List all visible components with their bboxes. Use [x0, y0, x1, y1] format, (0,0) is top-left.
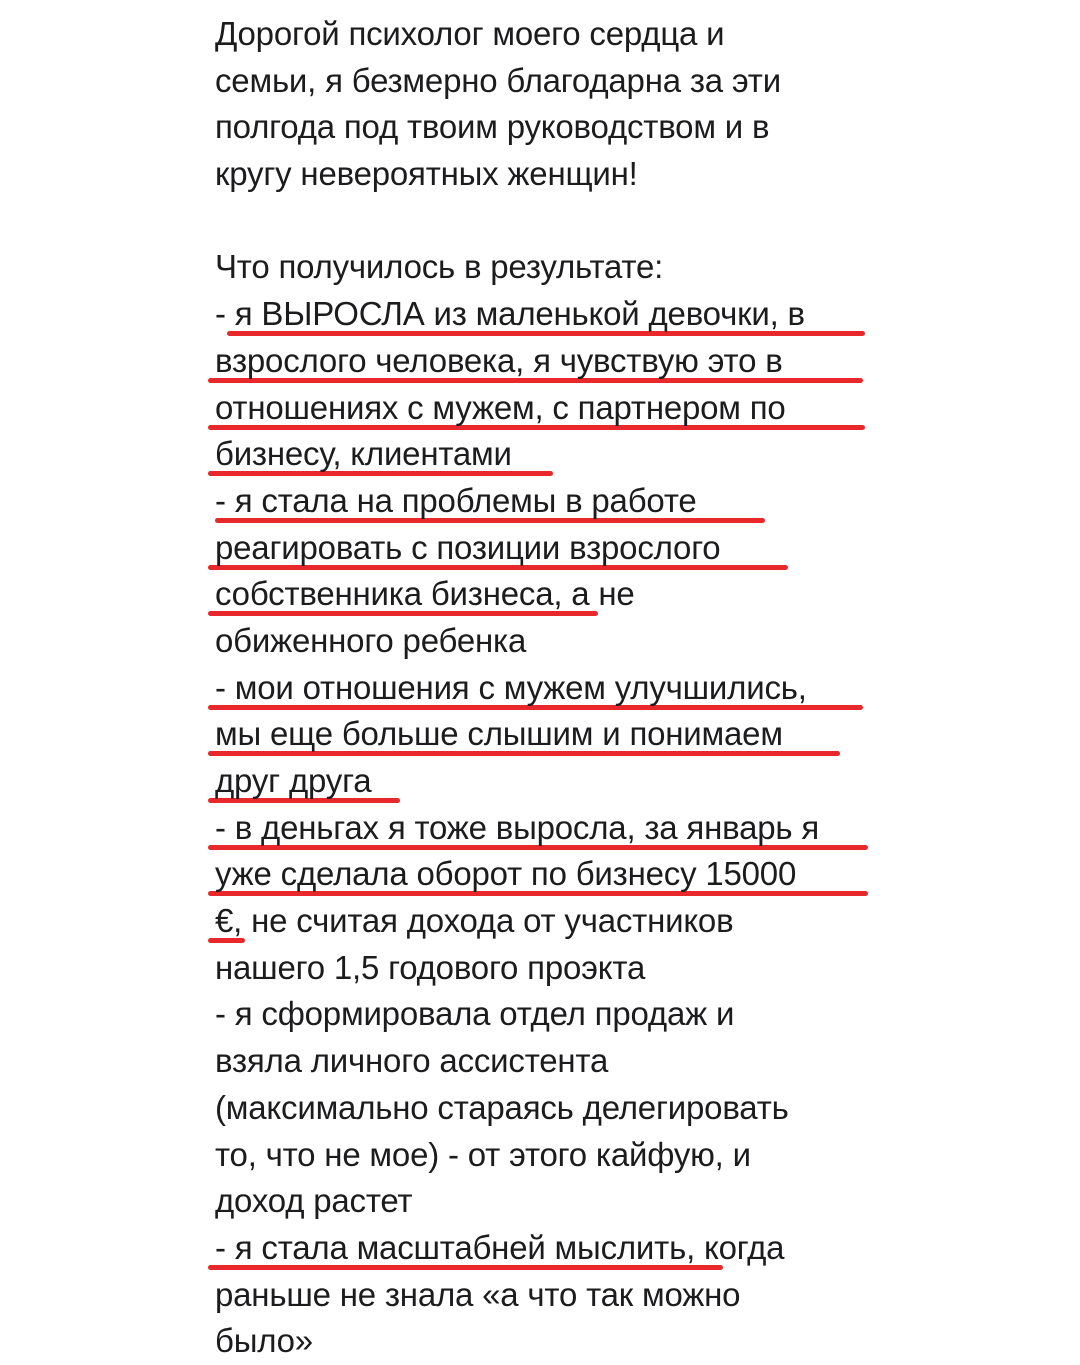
text-line: [215, 11, 875, 58]
red-underline: [208, 891, 868, 896]
text-line-highlighted: [215, 758, 875, 805]
text-line: [215, 244, 875, 291]
text-line-content: - я стала на проблемы в работе: [215, 481, 697, 519]
text-line-content: Дорогой психолог моего сердца и: [215, 15, 725, 52]
text-line-highlighted: [215, 338, 875, 385]
text-line-highlighted: [215, 571, 875, 618]
text-line-content: было»: [215, 1322, 313, 1360]
text-line-content: (максимально стараясь делегировать: [215, 1088, 789, 1126]
text-line-highlighted: [215, 665, 875, 712]
text-line: [215, 1085, 875, 1132]
text-line: [215, 1132, 875, 1179]
testimonial-text: [215, 11, 875, 1365]
text-line: [215, 1178, 875, 1225]
text-line-content: уже сделала оборот по бизнесу 15000: [215, 855, 797, 893]
text-line-content: - я стала масштабней мыслить, когда: [215, 1228, 785, 1266]
text-line-highlighted: [215, 478, 875, 525]
text-line-content: то, что не мое) - от этого кайфую, и: [215, 1135, 751, 1173]
text-line-content: отношениях с мужем, с партнером по: [215, 388, 786, 426]
text-line: [215, 991, 875, 1038]
text-line-highlighted: [215, 851, 875, 898]
text-line-content: €, не считая дохода от участников: [215, 902, 734, 940]
text-line-content: друг друга: [215, 762, 372, 799]
text-line-content: мы еще больше слышим и понимаем: [215, 715, 783, 753]
text-line-highlighted: [215, 805, 875, 852]
text-line-content: собственника бизнеса, а не: [215, 575, 635, 613]
text-line: [215, 104, 875, 151]
text-line-highlighted: [215, 711, 875, 758]
text-line-content: реагировать с позиции взрослого: [215, 528, 721, 566]
text-line-content: доход растет: [215, 1182, 413, 1220]
text-line: [215, 151, 875, 198]
text-line-content: кругу невероятных женщин!: [215, 155, 638, 193]
text-line-content: - я ВЫРОСЛА из маленькой девочки, в: [215, 295, 805, 333]
text-line-highlighted: [215, 525, 875, 572]
text-line: [215, 618, 875, 665]
text-line-highlighted: [215, 291, 875, 338]
text-line-content: нашего 1,5 годового проэкта: [215, 948, 646, 986]
text-line-content: - в деньгах я тоже выросла, за январь я: [215, 808, 820, 846]
text-line-content: взяла личного ассистента: [215, 1042, 609, 1080]
text-line: [215, 58, 875, 105]
text-line-content: взрослого человека, я чувствую это в: [215, 341, 783, 379]
red-underline: [208, 611, 598, 616]
text-line: [215, 1318, 875, 1365]
text-line: [215, 1272, 875, 1319]
text-line-highlighted: [215, 1225, 875, 1272]
text-line-content: раньше не знала «а что так можно: [215, 1275, 741, 1313]
paragraph-break: [215, 198, 875, 245]
text-line-content: обиженного ребенка: [215, 621, 527, 659]
text-line: [215, 945, 875, 992]
red-underline: [208, 751, 840, 756]
text-line-highlighted: [215, 385, 875, 432]
text-line-content: Что получилось в результате:: [215, 248, 664, 286]
text-line-content: полгода под твоим руководством и в: [215, 108, 770, 146]
text-line-content: - мои отношения с мужем улучшились,: [215, 668, 807, 706]
text-line-content: семьи, я безмерно благодарна за эти: [215, 61, 781, 99]
text-line: [215, 1038, 875, 1085]
text-line-content: бизнесу, клиентами: [215, 435, 512, 473]
text-line-highlighted: [215, 431, 875, 478]
text-line-highlighted: [215, 898, 875, 945]
text-line-content: - я сформировала отдел продаж и: [215, 995, 735, 1033]
